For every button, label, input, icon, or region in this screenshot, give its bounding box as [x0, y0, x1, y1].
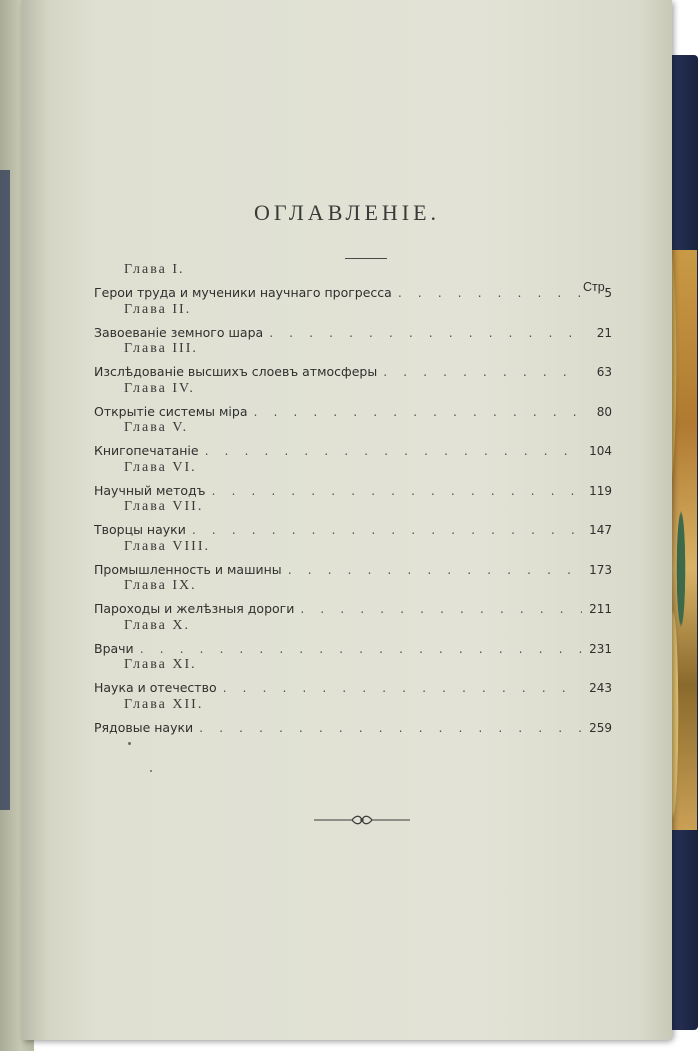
- contents-page: [22, 0, 672, 1040]
- toc-entry-title: Книгопечатаніе: [94, 443, 199, 458]
- toc-entry: [94, 483, 612, 498]
- page-title: ОГЛАВЛЕНІЕ.: [253, 200, 441, 225]
- chapter-label: Глава I.: [124, 262, 185, 277]
- leader-dots: [205, 443, 582, 458]
- leader-dots: [212, 483, 582, 498]
- toc-entry-title: Врачи: [94, 640, 134, 656]
- leader-dots: [300, 601, 582, 616]
- toc-entry: [94, 522, 612, 537]
- toc-entry: [94, 720, 612, 735]
- chapter-label: Глава V.: [124, 420, 189, 435]
- toc-entry-title: Завоеваніе земного шара: [94, 324, 264, 340]
- toc-entry-page: 63: [596, 365, 612, 379]
- chapter-label: Глава X.: [124, 617, 190, 633]
- toc-entry: [94, 680, 612, 695]
- leader-dots: [199, 720, 582, 735]
- toc-entry-title: Рядовые науки: [94, 719, 194, 735]
- left-page-binding: [0, 170, 10, 810]
- toc-entry: [94, 364, 612, 379]
- chapter-label: Глава II.: [124, 301, 192, 317]
- paper-speck: [150, 770, 152, 772]
- leader-dots: [269, 325, 582, 340]
- table-of-contents: [22, 0, 672, 1040]
- toc-entry-title: Промышленность и машины: [94, 561, 282, 577]
- toc-entry-title: Научный методъ: [94, 482, 206, 498]
- toc-entry: [94, 562, 612, 577]
- toc-entry-page: 231: [589, 641, 612, 656]
- chapter-label: Глава VI.: [124, 459, 197, 475]
- chapter-label: Глава VII.: [124, 499, 204, 514]
- toc-entry: [94, 601, 612, 616]
- leader-dots: [140, 641, 582, 656]
- paper-speck: [128, 742, 131, 745]
- chapter-label: Глава XII.: [124, 696, 204, 712]
- toc-entry-page: 259: [589, 720, 612, 735]
- toc-entry-page: 80: [596, 404, 612, 419]
- toc-entry-title: Творцы науки: [94, 522, 186, 537]
- toc-entry-page: 119: [589, 483, 612, 498]
- leader-dots: [254, 404, 582, 419]
- toc-entry-page: 211: [589, 602, 612, 616]
- chapter-label: Глава III.: [124, 341, 198, 356]
- toc-entry-page: 173: [589, 562, 612, 577]
- toc-entry: [94, 641, 612, 656]
- chapter-label: Глава VIII.: [124, 538, 210, 554]
- ornament-icon: [312, 812, 412, 828]
- leader-dots: [223, 680, 582, 695]
- toc-entry-page: 243: [589, 681, 612, 695]
- toc-entry-title: Изслѣдованіе высшихъ слоевъ атмосферы: [94, 364, 378, 379]
- toc-entry-page: 147: [589, 523, 612, 537]
- leader-dots: [192, 522, 582, 537]
- page-column-label: Стр.: [583, 280, 609, 294]
- chapter-label: Глава IX.: [124, 578, 197, 593]
- toc-entry-page: 21: [596, 325, 612, 340]
- toc-entry: [94, 404, 612, 419]
- toc-entry-page: 5: [604, 286, 612, 300]
- leader-dots: [383, 364, 582, 379]
- leader-dots: [288, 562, 582, 577]
- toc-entry: [94, 443, 612, 458]
- toc-entry-title: Пароходы и желѣзныя дороги: [94, 601, 295, 616]
- chapter-label: Глава IV.: [124, 380, 195, 396]
- leader-dots: [398, 285, 582, 300]
- toc-entry-title: Герои труда и мученики научнаго прогресса: [94, 285, 392, 300]
- toc-entry-title: Наука и отечество: [94, 680, 217, 695]
- toc-entry: [94, 285, 612, 300]
- toc-entry: [94, 325, 612, 340]
- toc-entry-page: 104: [589, 444, 612, 458]
- chapter-label: Глава XI.: [124, 657, 197, 672]
- toc-entry-title: Открытіе системы міра: [94, 403, 248, 419]
